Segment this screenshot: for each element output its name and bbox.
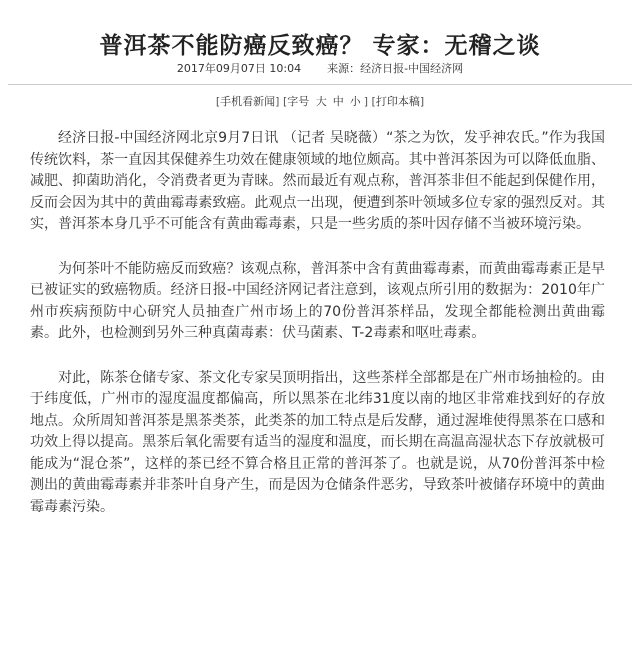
article-paragraph: 经济日报-中国经济网北京9月7日讯 （记者 吴晓薇）“茶之为饮，发乎神农氏。”作为我国传统饮料，茶一直因其保健养生功效在健康领域的地位颇高。其中普洱茶因为可以降低血脂、减肥、抑菌助消化，令消费者更为青睐。然而最近有观点称，普洱茶非但不能起到保健作用，反而会因为其中的黄曲霉毒素致癌。此观点一出现，便遭到茶叶领域多位专家的强烈反对。其实，普洱茶本身几乎不可能含有黄曲霉毒素，只是一些劣质的茶叶因存储不当被环境污染。 [30,130,605,232]
article-title: 普洱茶不能防癌反致癌？ 专家：无稽之谈 [99,32,541,60]
mobile-news-link[interactable]: 手机看新闻 [220,95,276,108]
print-link[interactable]: 打印本稿 [375,95,420,108]
source-label: 来源： [327,62,361,75]
article-meta [0,60,640,76]
font-size-small-link[interactable]: 小 [349,95,361,108]
source-value: 经济日报-中国经济网 [360,62,464,75]
article-toolbar: [手机看新闻] [字号 大 中 小 ] [打印本稿] [215,95,425,108]
font-size-label: 字号 [287,95,310,108]
publish-datetime: 2017年09月07日 10:04 [176,62,302,75]
header-divider [8,84,632,85]
article-body [30,128,605,541]
font-size-large-link[interactable]: 大 [315,95,327,108]
article-paragraph: 为何茶叶不能防癌反而致癌？该观点称，普洱茶中含有黄曲霉毒素，而黄曲霉毒素正是早已被证实的致癌物质。经济日报-中国经济网记者注意到，该观点所引用的数据为：2010年广州市疾病预防中心研究人员抽查广州市场上的70份普洱茶样品，发现全都能检测出黄曲霉素。此外，也检测到另外三种真菌毒素：伏马菌素、T-2毒素和呕吐毒素。 [30,260,605,341]
article-paragraph: 对此，陈茶仓储专家、茶文化专家吴顶明指出，这些茶样全部都是在广州市场抽检的。由于纬度低，广州市的湿度温度都偏高，所以黑茶在北纬31度以南的地区非常难找到好的存放地点。众所周知普洱茶是黑茶类茶，此类茶的加工特点是后发酵，通过渥堆使得黑茶在口感和功效上得以提高。黑茶后氧化需要有适当的湿度和温度，而长期在高温高湿状态下存放就极可能成为“混仓茶”，这样的茶已经不算合格且正常的普洱茶了。也就是说，从70份普洱茶中检测出的黄曲霉毒素并非茶叶自身产生，而是因为仓储条件恶劣，导致茶叶被储存环境中的黄曲霉毒素污染。 [30,369,605,515]
font-size-medium-link[interactable]: 中 [332,95,344,108]
